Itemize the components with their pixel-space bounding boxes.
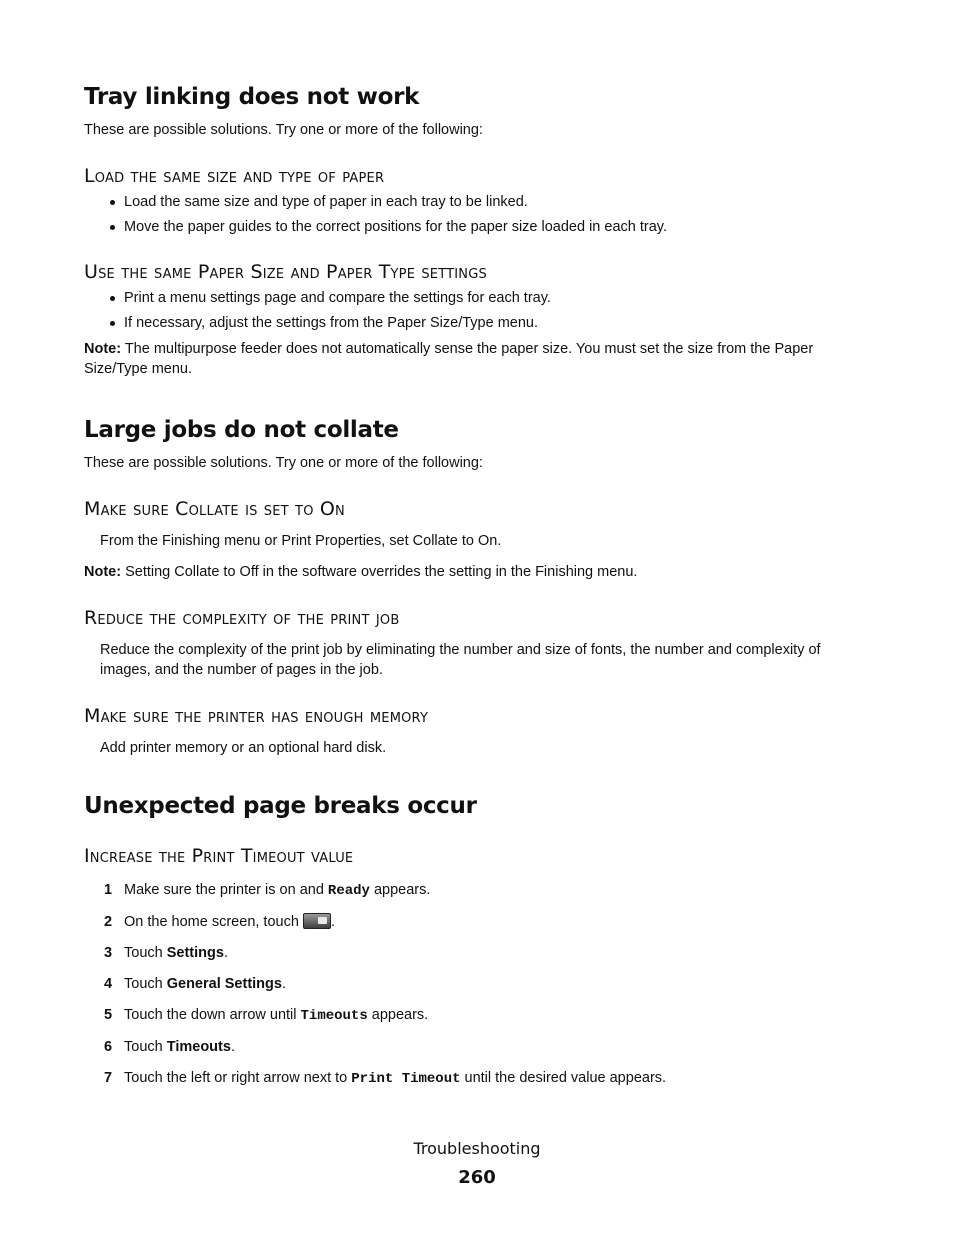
note-paragraph <box>84 562 874 582</box>
code-text: Print Timeout <box>351 1071 461 1087</box>
bold-text: Timeouts <box>166 1039 231 1055</box>
note-text: Setting Collate to Off in the software overrides the setting in the Finishing menu. <box>121 564 638 580</box>
body-text: From the Finishing menu or Print Properties, set Collate to On. <box>100 533 502 549</box>
bold-text: Settings <box>166 945 224 961</box>
bold-text: General Settings <box>166 976 282 992</box>
step-number: 5 <box>104 1007 113 1023</box>
step-text: Touch <box>124 945 167 961</box>
list-item: Load the same size and type of paper in each tray to be linked. <box>84 192 874 212</box>
step-list <box>84 880 874 1089</box>
subsection-title-memory: Make sure the printer has enough memory <box>84 705 429 727</box>
step-number: 1 <box>104 882 113 898</box>
step-text: . <box>223 945 228 961</box>
subsection-title-complexity: Reduce the complexity of the print job <box>84 607 400 629</box>
note-label: Note: <box>84 341 122 357</box>
code-text: Timeouts <box>300 1008 368 1024</box>
subsection-title-print-timeout: Increase the Print Timeout value <box>84 845 354 867</box>
list-item: If necessary, adjust the settings from the Paper Size/Type menu. <box>84 313 874 333</box>
body-text: Reduce the complexity of the print job by eliminating the number and size of fonts, the number and complexity of images, and the number of pages in the job. <box>100 642 821 678</box>
page-number: 260 <box>458 1167 496 1188</box>
step-text: appears. <box>367 1007 429 1023</box>
note-paragraph <box>84 339 874 379</box>
step-number: 6 <box>104 1039 113 1055</box>
list-item: Print a menu settings page and compare the settings for each tray. <box>84 288 874 308</box>
note-label: Note: <box>84 564 122 580</box>
step-item <box>84 974 874 994</box>
section-title-page-breaks: Unexpected page breaks occur <box>84 793 477 819</box>
bullet-list <box>84 192 874 237</box>
step-item <box>84 880 874 901</box>
step-number: 7 <box>104 1070 113 1086</box>
step-text: Touch the down arrow until <box>124 1007 301 1023</box>
step-item <box>84 1068 874 1089</box>
step-number: 2 <box>104 914 113 930</box>
section-intro: These are possible solutions. Try one or more of the following: <box>84 455 483 471</box>
step-text: until the desired value appears. <box>460 1070 667 1086</box>
step-text: Touch the left or right arrow next to <box>124 1070 352 1086</box>
subsection-title-paper-settings: Use the same Paper Size and Paper Type settings <box>84 261 487 283</box>
home-icon <box>303 913 331 929</box>
step-item <box>84 1005 874 1026</box>
subsection-title-load-paper: Load the same size and type of paper <box>84 165 385 187</box>
step-number: 4 <box>104 976 113 992</box>
step-text: Touch <box>124 976 167 992</box>
step-text: . <box>330 914 335 930</box>
step-text: Touch <box>124 1039 167 1055</box>
bullet-list <box>84 288 874 333</box>
footer-chapter-label: Troubleshooting <box>413 1139 541 1158</box>
section-title-large-jobs: Large jobs do not collate <box>84 417 399 443</box>
section-intro: These are possible solutions. Try one or more of the following: <box>84 122 483 138</box>
code-text: Ready <box>327 883 370 899</box>
step-item <box>84 912 874 932</box>
step-item <box>84 943 874 963</box>
subsection-title-collate: Make sure Collate is set to On <box>84 498 345 520</box>
step-item <box>84 1037 874 1057</box>
step-number: 3 <box>104 945 113 961</box>
step-text: . <box>230 1039 235 1055</box>
list-item: Move the paper guides to the correct positions for the paper size loaded in each tray. <box>84 217 874 237</box>
note-text: The multipurpose feeder does not automatically sense the paper size. You must set the size from the Paper Size/Type menu. <box>84 341 814 377</box>
step-text: On the home screen, touch <box>124 914 303 930</box>
step-text: appears. <box>369 882 431 898</box>
section-title-tray-linking: Tray linking does not work <box>84 84 420 110</box>
page-content <box>84 83 874 1100</box>
body-text: Add printer memory or an optional hard disk. <box>100 740 387 756</box>
step-text: Make sure the printer is on and <box>124 882 328 898</box>
step-text: . <box>281 976 286 992</box>
